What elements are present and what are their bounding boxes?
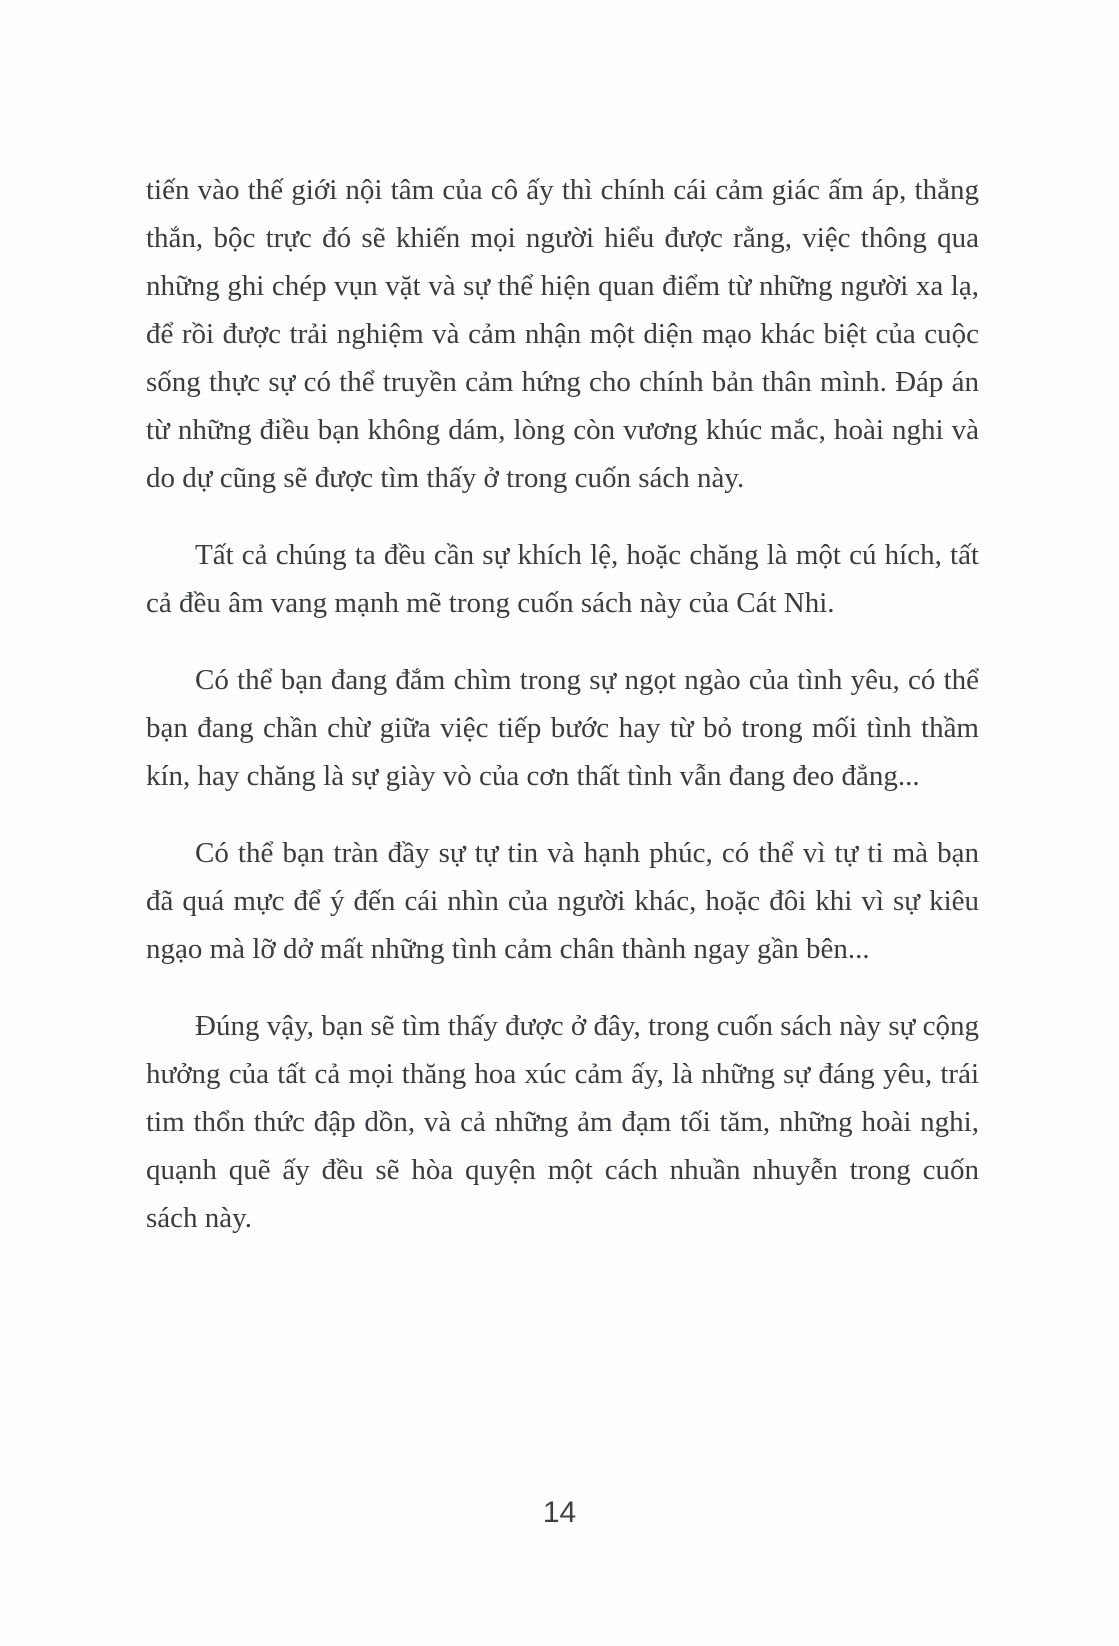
- paragraph-2: Tất cả chúng ta đều cần sự khích lệ, hoặc chăng là một cú hích, tất cả đều âm vang mạnh mẽ trong cuốn sách này của Cát Nhi.: [146, 539, 979, 619]
- paragraph-1: tiến vào thế giới nội tâm của cô ấy thì chính cái cảm giác ấm áp, thẳng thắn, bộc trực đó sẽ khiến mọi người hiểu được rằng, việc thông qua những ghi chép vụn vặt và sự thể hiện quan điểm từ những người xa lạ, để rồi được trải nghiệm và cảm nhận một diện mạo khác biệt của cuộc sống thực sự có thể truyền cảm hứng cho chính bản thân mình. Đáp án từ những điều bạn không dám, lòng còn vương khúc mắc, hoài nghi và do dự cũng sẽ được tìm thấy ở trong cuốn sách này.: [146, 174, 979, 494]
- paragraph-3: Có thể bạn đang đắm chìm trong sự ngọt ngào của tình yêu, có thể bạn đang chần chừ giữa việc tiếp bước hay từ bỏ trong mối tình thầm kín, hay chăng là sự giày vò của cơn thất tình vẫn đang đeo đẳng...: [146, 664, 979, 792]
- page-number: 14: [542, 1496, 577, 1529]
- paragraph-5: Đúng vậy, bạn sẽ tìm thấy được ở đây, trong cuốn sách này sự cộng hưởng của tất cả mọi thăng hoa xúc cảm ấy, là những sự đáng yêu, trái tim thổn thức đập dồn, và cả những ảm đạm tối tăm, những hoài nghi, quạnh quẽ ấy đều sẽ hòa quyện một cách nhuần nhuyễn trong cuốn sách này.: [146, 1010, 979, 1234]
- paragraph-4: Có thể bạn tràn đầy sự tự tin và hạnh phúc, có thể vì tự ti mà bạn đã quá mực để ý đến cái nhìn của người khác, hoặc đôi khi vì sự kiêu ngạo mà lỡ dở mất những tình cảm chân thành ngay gần bên...: [146, 837, 979, 965]
- body-text: [146, 166, 979, 1271]
